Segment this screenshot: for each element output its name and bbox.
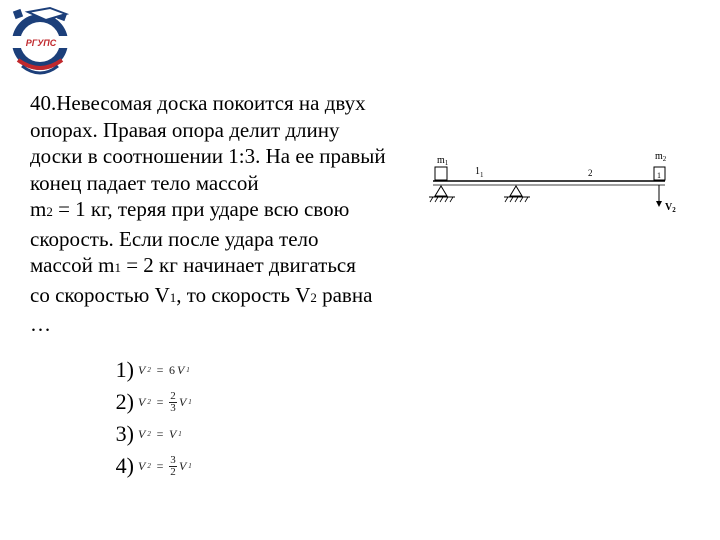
problem-line: равна: [316, 282, 373, 307]
problem-line: Невесомая доска покоится на двух: [56, 91, 366, 115]
problem-line: = 2 кг начинает двигаться: [120, 253, 356, 277]
mass-m1-box: [435, 167, 447, 180]
problem-number: 40.: [30, 91, 57, 115]
answer-label: 4): [115, 453, 134, 478]
answer-formula: V 2 = $\frac{3}{2}$ V 1: [138, 453, 192, 478]
answer-formula: V 2 = 6 V 1: [138, 362, 190, 377]
subscript: 2: [46, 204, 53, 219]
problem-line: , то скорость V: [176, 282, 311, 307]
answer-label: 1): [115, 357, 134, 382]
right-support: [510, 186, 522, 196]
answer-label: 3): [115, 421, 134, 446]
problem-line: доски в соотношении 1:3. На ее правый: [30, 144, 386, 168]
segment-right-label: 2: [588, 168, 593, 178]
subscript: 1: [114, 260, 121, 275]
university-logo: [6, 4, 78, 84]
answer-formula: V 2 = $\frac{2}{3}$ V 1: [138, 389, 192, 414]
problem-line: опорах. Правая опора делит длину: [30, 117, 340, 142]
answer-option-2[interactable]: [100, 386, 192, 418]
answer-formula: V 2 = V 1: [138, 426, 182, 441]
box-mark: 1: [657, 171, 661, 180]
problem-line: = 1 кг, теряя при ударе всю свою: [52, 197, 350, 221]
m2-label: $m_2$: [655, 151, 667, 163]
v2-label: $V_2$: [665, 202, 676, 214]
segment-left-label: $1_1$: [475, 166, 484, 179]
problem-ellipsis: …: [30, 312, 51, 336]
subscript: 1: [169, 289, 177, 305]
problem-line: скорость. Если после удара тело: [30, 226, 319, 251]
problem-line: m: [30, 197, 47, 221]
answer-option-4[interactable]: [100, 450, 192, 482]
problem-text: [30, 90, 430, 338]
problem-line: конец падает тело массой: [30, 170, 259, 195]
left-support: [435, 186, 447, 196]
answer-label: 2): [115, 389, 134, 414]
m1-label: $m_1$: [437, 155, 449, 167]
problem-line: со скоростью V: [30, 282, 170, 307]
problem-line: массой m: [30, 253, 115, 277]
logo-text: РГУПС: [25, 38, 57, 48]
answer-option-1[interactable]: [100, 354, 192, 386]
answer-options: [100, 354, 192, 482]
board-diagram: [425, 148, 695, 218]
answer-option-3[interactable]: [100, 418, 192, 450]
subscript: 2: [310, 289, 317, 305]
